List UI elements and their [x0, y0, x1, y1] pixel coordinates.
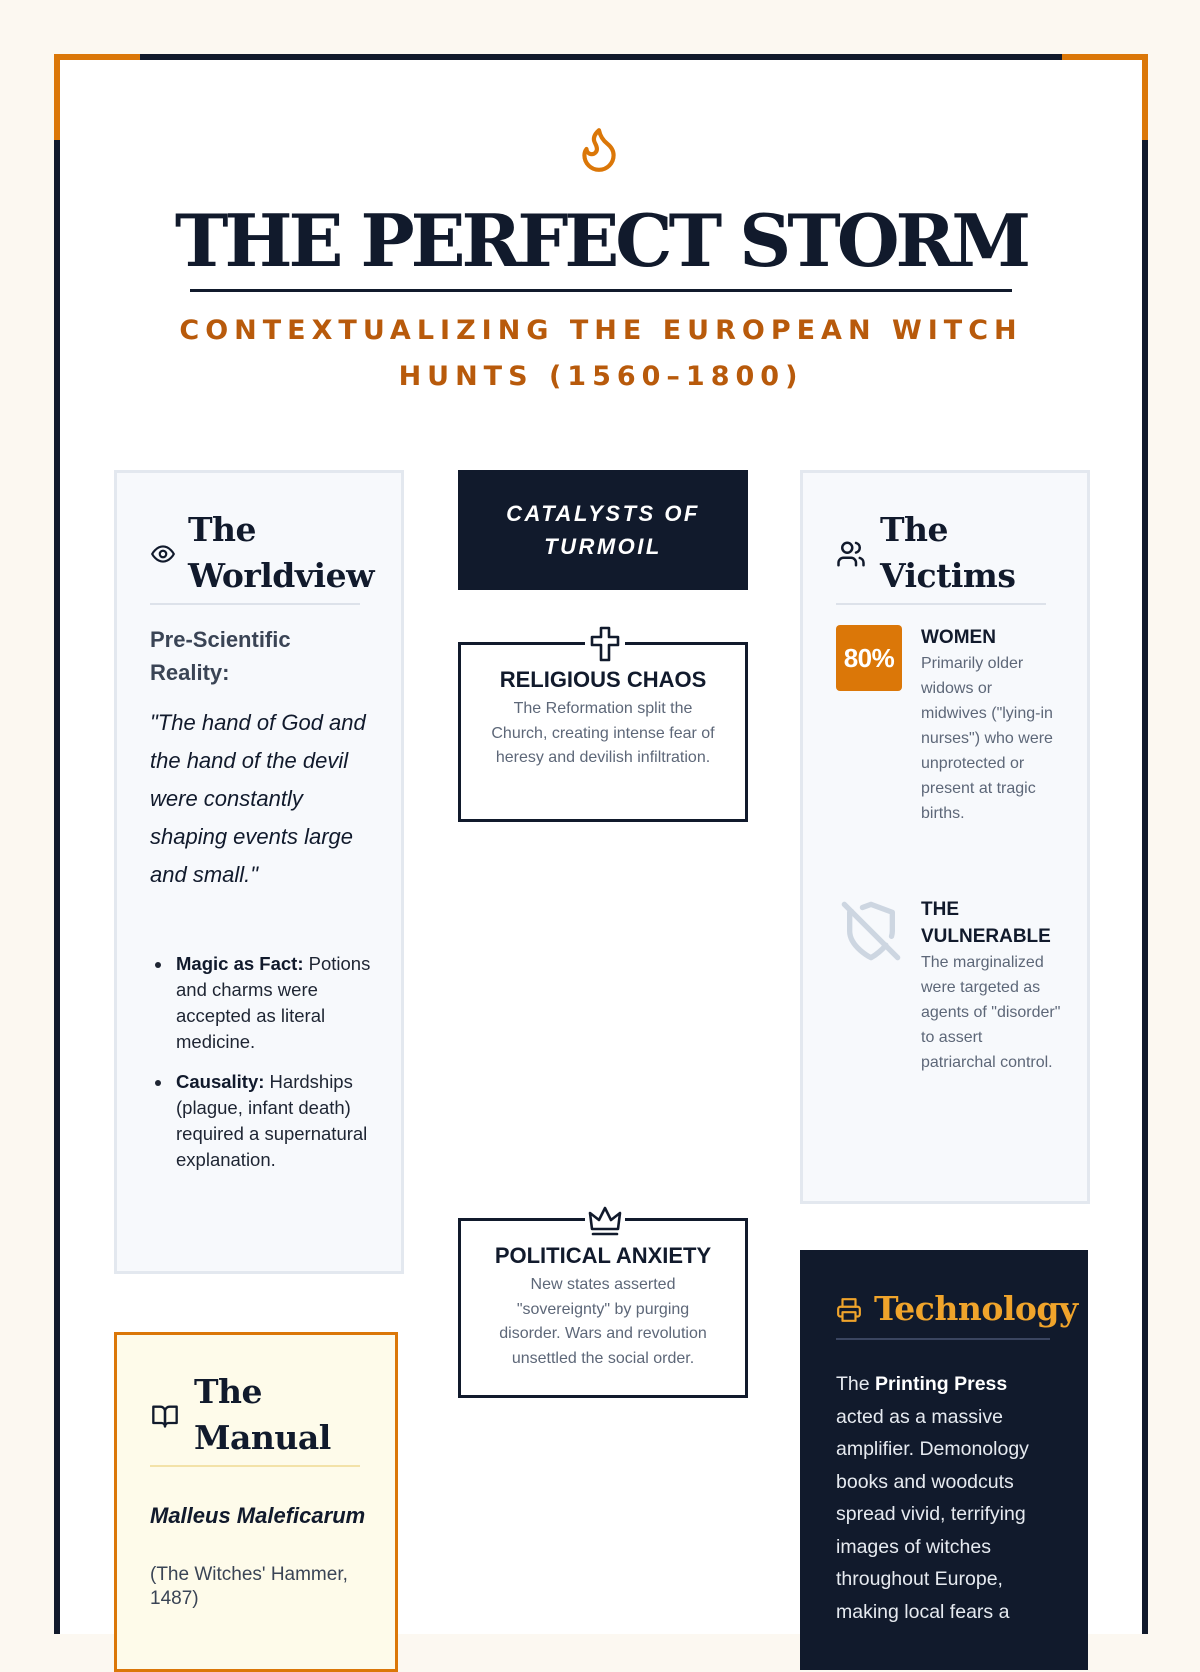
printer-icon — [836, 1297, 862, 1323]
list-item — [150, 1069, 385, 1173]
technology-heading-text: Technology — [874, 1289, 1078, 1328]
victims-divider — [836, 603, 1046, 605]
list-item-text: Hardships (plague, infant death) required a supernatural explanation. — [176, 1071, 368, 1170]
eye-icon — [150, 541, 176, 567]
technology-text — [836, 1368, 1056, 1628]
vulnerable-title: THE VULNERABLE — [921, 899, 1051, 947]
worldview-quote: "The hand of God and the hand of the devil were constantly shaping events large and small." — [150, 710, 366, 887]
victims-heading-line1: The — [880, 510, 949, 549]
users-icon — [836, 539, 866, 569]
manual-book-subtitle: (The Witches' Hammer, 1487) — [150, 1564, 348, 1609]
manual-book-title: Malleus Maleficarum — [150, 1503, 366, 1528]
worldview-card — [114, 470, 404, 1274]
shield-off-icon — [839, 899, 903, 963]
book-icon — [150, 1402, 180, 1430]
list-item-term: Causality: — [176, 1071, 265, 1092]
worldview-label: Pre-Scientific Reality: — [150, 627, 291, 685]
crown-icon — [585, 1201, 625, 1239]
victims-heading — [836, 507, 1046, 599]
women-desc: Primarily older widows or midwives ("lying-in nurses") who were unprotected or present at tragic births. — [921, 655, 1053, 822]
list-item-term: Magic as Fact: — [176, 953, 304, 974]
technology-card — [800, 1250, 1088, 1670]
corner-accent-right — [1062, 54, 1148, 140]
technology-text-rest: acted as a massive amplifier. Demonology books and woodcuts spread vivid, terrifying images of witches throughout Europe, making local fears a — [836, 1405, 1029, 1623]
title-underline — [190, 289, 1012, 292]
manual-heading-line1: The — [194, 1372, 263, 1411]
manual-heading-line2: Manual — [194, 1418, 331, 1457]
list-item-text: Potions and charms were accepted as literal medicine. — [176, 953, 371, 1052]
worldview-divider — [150, 603, 360, 605]
political-anxiety-card — [458, 1218, 748, 1398]
list-item — [150, 951, 385, 1055]
political-anxiety-desc: New states asserted "sovereignty" by purging disorder. Wars and revolution unsettled the social order. — [499, 1276, 707, 1367]
flame-icon — [574, 118, 624, 180]
worldview-heading-line2: Worldview — [188, 556, 374, 595]
vulnerable-desc: The marginalized were targeted as agents of "disorder" to assert patriarchal control. — [921, 954, 1061, 1071]
poster — [54, 54, 1148, 1634]
worldview-list — [150, 951, 385, 1187]
technology-text-bold: Printing Press — [875, 1373, 1008, 1395]
political-anxiety-title: POLITICAL ANXIETY — [494, 1243, 712, 1268]
worldview-heading-line1: The — [188, 510, 257, 549]
victims-card — [800, 470, 1090, 1204]
religious-chaos-desc: The Reformation split the Church, creating intense fear of heresy and devilish infiltration. — [491, 700, 715, 766]
catalysts-heading: CATALYSTS OF TURMOIL — [458, 470, 748, 590]
page-subtitle: CONTEXTUALIZING THE EUROPEAN WITCH HUNTS (1560–1800) — [179, 315, 1023, 392]
technology-divider — [836, 1338, 1050, 1340]
manual-heading — [150, 1369, 360, 1461]
cross-icon — [585, 625, 625, 663]
religious-chaos-card — [458, 642, 748, 822]
victims-heading-line2: Victims — [880, 556, 1016, 595]
women-stat-badge: 80% — [836, 625, 902, 691]
worldview-heading — [150, 507, 374, 599]
corner-accent-left — [54, 54, 140, 140]
page-title: THE PERFECT STORM — [174, 198, 1028, 283]
technology-text-lead: The — [836, 1373, 876, 1395]
religious-chaos-title: RELIGIOUS CHAOS — [499, 667, 707, 692]
manual-divider — [150, 1465, 360, 1467]
women-title: WOMEN — [921, 627, 996, 648]
manual-card — [114, 1332, 398, 1672]
